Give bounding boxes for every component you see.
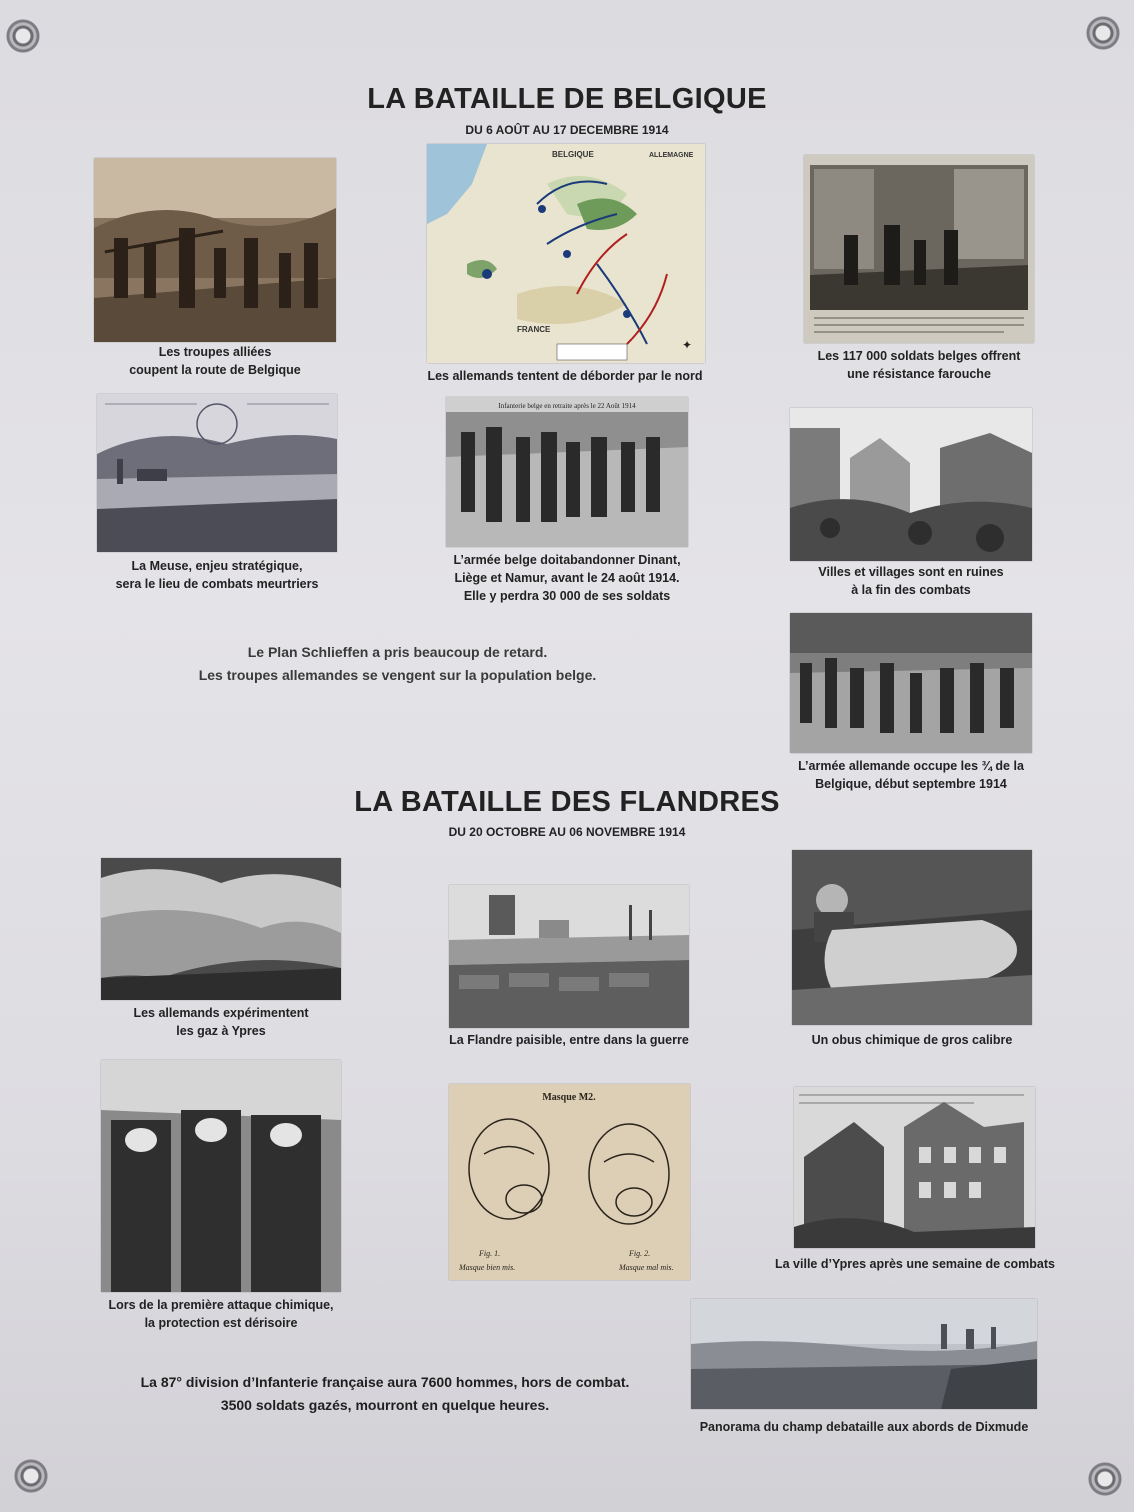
photo-gas-attack — [101, 858, 341, 1000]
caption-meuse: La Meuse, enjeu stratégique, sera le lieu de combats meurtriers — [115, 559, 319, 591]
svg-text:✦: ✦ — [682, 338, 693, 352]
photo-german-occupation — [790, 613, 1032, 753]
grommet-bottom-left — [14, 1459, 48, 1493]
infantry-photo-caption: Infanterie belge en retraite après le 22 Août 1914 — [498, 402, 636, 410]
photo-meuse — [97, 394, 337, 552]
photo-belgian-resistance — [804, 155, 1034, 343]
caption-flanders: La Flandre paisible, entre dans la guerre — [449, 1033, 689, 1047]
caption-allied-troops: Les troupes alliées coupent la route de Belgique — [129, 345, 301, 377]
caption-german-occupation: L’armée allemande occupe les ¾ de la Belgique, début septembre 1914 — [798, 759, 1024, 791]
caption-ruins: Villes et villages sont en ruines à la fin des combats — [818, 565, 1004, 597]
note-schlieffen: Le Plan Schlieffen a pris beaucoup de retard. Les troupes allemandes se vengent sur la population belge. — [198, 644, 597, 683]
photo-map — [427, 144, 705, 363]
photo-ruins — [790, 408, 1032, 561]
photo-allied-troops — [94, 158, 336, 342]
map-label-allemagne: ALLEMAGNE — [649, 152, 694, 159]
grommet-top-right — [1086, 16, 1120, 50]
photo-mask-m2 — [449, 1084, 690, 1280]
caption-ypres: La ville d’Ypres après une semaine de combats — [775, 1257, 1055, 1271]
map-label-france: FRANCE — [517, 325, 551, 334]
mask-title: Masque M2. — [542, 1092, 596, 1103]
fig1-sub: Masque bien mis. — [459, 1263, 516, 1272]
note-87th-division: La 87° division d’Infanterie française aura 7600 hommes, hors de combat. 3500 soldats gazés, mourront en quelque heures. — [140, 1374, 630, 1413]
caption-gas-attack: Les allemands expérimentent les gaz à Ypres — [133, 1006, 309, 1038]
section2-dates: DU 20 OCTOBRE AU 06 NOVEMBRE 1914 — [448, 825, 686, 839]
section1-title: LA BATAILLE DE BELGIQUE — [367, 83, 767, 115]
photo-first-gas-protection — [101, 1060, 341, 1292]
section2-title: LA BATAILLE DES FLANDRES — [354, 786, 780, 818]
grommet-bottom-right — [1088, 1462, 1122, 1496]
photo-ypres — [794, 1087, 1035, 1248]
photo-belgian-infantry — [446, 397, 688, 547]
photo-shell — [792, 850, 1032, 1025]
caption-first-gas-protection: Lors de la première attaque chimique, la protection est dérisoire — [108, 1298, 334, 1330]
fig2-sub: Masque mal mis. — [619, 1263, 674, 1272]
fig1-label: Fig. 1. — [479, 1249, 501, 1258]
caption-shell: Un obus chimique de gros calibre — [811, 1033, 1013, 1047]
fig2-label: Fig. 2. — [629, 1249, 651, 1258]
photo-dixmude-panorama — [691, 1299, 1037, 1409]
section1-dates: DU 6 AOÛT AU 17 DECEMBRE 1914 — [465, 123, 669, 137]
caption-map: Les allemands tentent de déborder par le nord — [427, 369, 703, 383]
photo-flanders — [449, 885, 689, 1028]
grommet-top-left — [6, 19, 40, 53]
map-label-belgique: BELGIQUE — [552, 150, 594, 159]
caption-belgian-resistance: Les 117 000 soldats belges offrent une résistance farouche — [817, 349, 1021, 381]
caption-dixmude: Panorama du champ debataille aux abords de Dixmude — [699, 1420, 1029, 1434]
caption-belgian-army: L’armée belge doitabandonner Dinant, Liège et Namur, avant le 24 août 1914. Elle y perdra 30 000 de ses soldats — [453, 553, 681, 603]
